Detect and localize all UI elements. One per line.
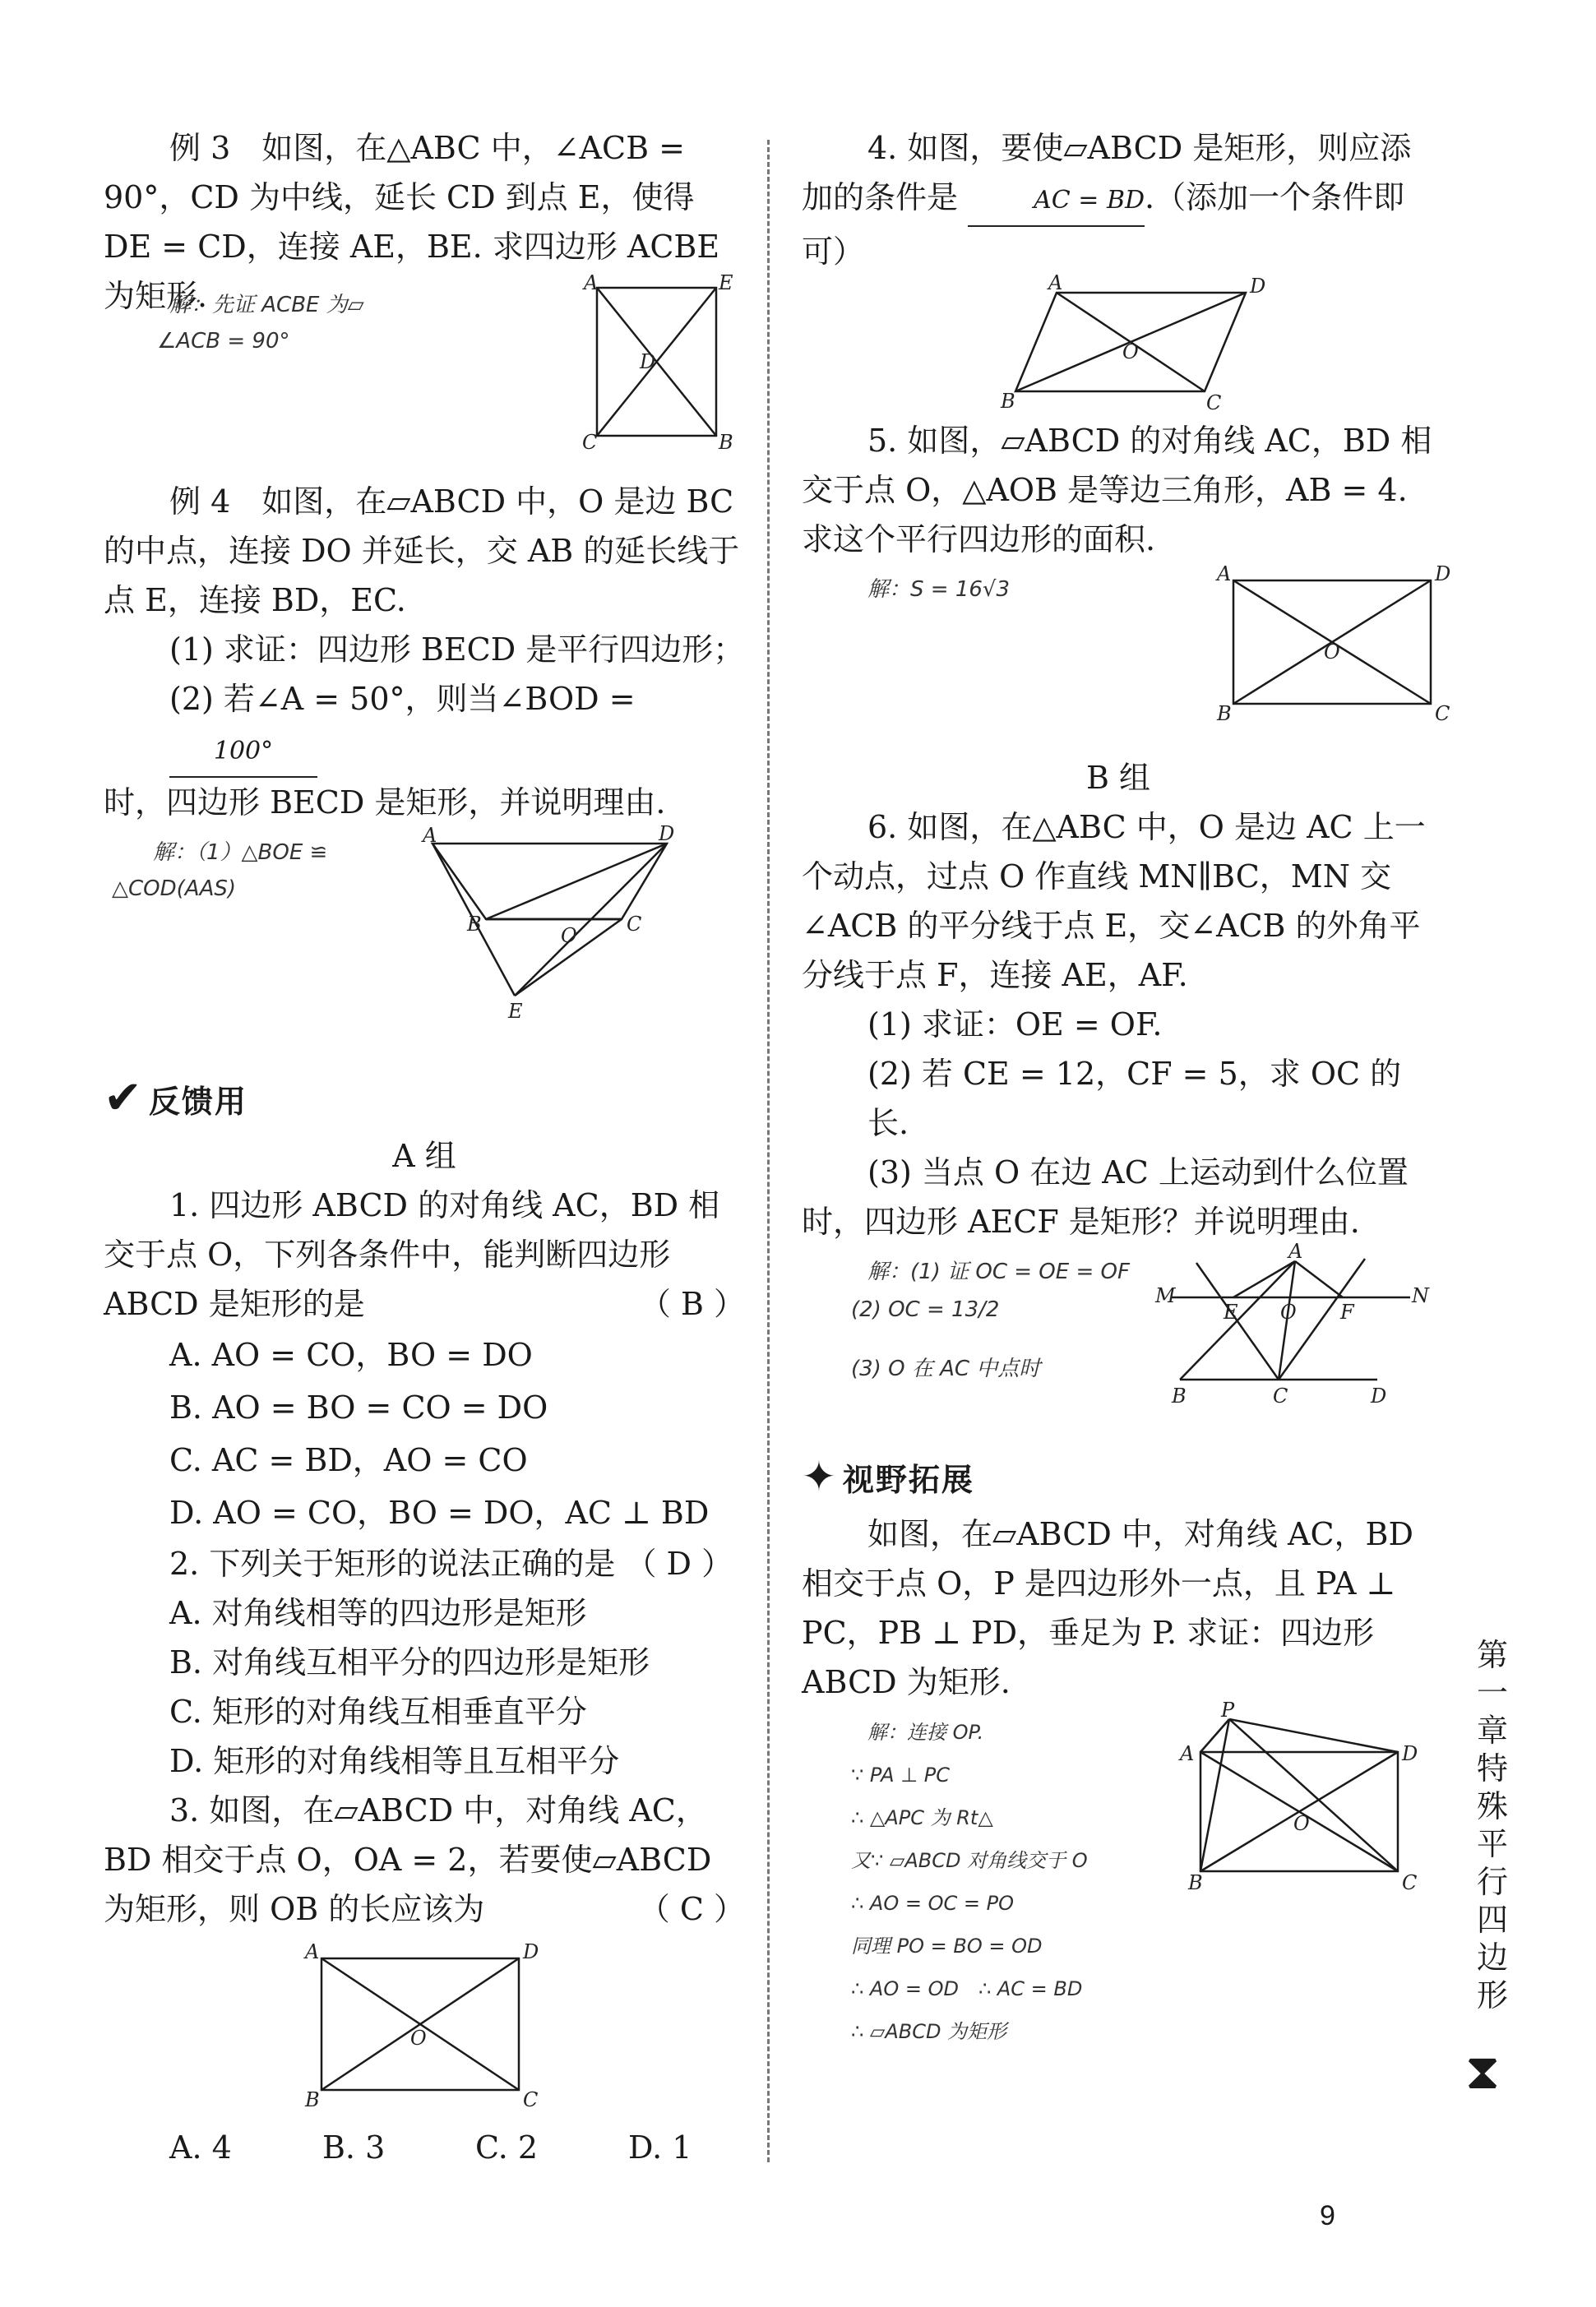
fig-label: O bbox=[1122, 340, 1139, 363]
fig-label: C bbox=[523, 2088, 539, 2111]
extend-solution-line: 同理 PO = BO = OD bbox=[851, 1935, 1043, 1958]
example-4-text: 例 4 如图，在▱ABCD 中，O 是边 BC 的中点，连接 DO 并延长，交 AB 的延长线于点 E，连接 BD，EC. bbox=[104, 483, 740, 618]
fig-label: O bbox=[1324, 640, 1340, 663]
fig-label: B bbox=[719, 431, 733, 454]
question-3-figure bbox=[293, 1942, 556, 2115]
checkmark-icon: ✔ bbox=[104, 1071, 142, 1125]
question-3-option-a: A. 4 bbox=[169, 2129, 232, 2166]
example-4-solution-line-2: △COD(AAS) bbox=[112, 876, 236, 901]
runner-icon: ✦ bbox=[802, 1453, 836, 1500]
left-column bbox=[104, 123, 745, 2172]
fig-label: O bbox=[1280, 1301, 1297, 1324]
question-1-option-c: C. AC = BD，AO = CO bbox=[169, 1442, 528, 1478]
example-4-question-2 bbox=[104, 674, 745, 778]
fig-label: A bbox=[584, 271, 599, 294]
feedback-title: 反馈用 bbox=[148, 1083, 247, 1120]
example-3-solution-line-2: ∠ACB = 90° bbox=[157, 329, 290, 354]
fig-label: D bbox=[640, 350, 656, 373]
question-1-option-a: A. AO = CO，BO = DO bbox=[169, 1337, 533, 1373]
question-4-figure bbox=[991, 271, 1287, 416]
fig-label: D bbox=[659, 822, 675, 845]
extend-solution-line: 解：连接 OP. bbox=[867, 1721, 984, 1744]
question-3-options bbox=[104, 2123, 745, 2172]
example-4-question-2-prefix: (2) 若∠A = 50°，则当∠BOD = bbox=[169, 681, 636, 717]
fig-label: C bbox=[627, 913, 642, 936]
question-1-stem: 1. 四边形 ABCD 的对角线 AC，BD 相交于点 O，下列各条件中，能判断四边形 ABCD 是矩形的是 bbox=[104, 1187, 720, 1322]
example-4-answer-blank: 100° bbox=[169, 727, 317, 778]
fig-label: C bbox=[582, 431, 598, 454]
page-number: 9 bbox=[1320, 2200, 1335, 2231]
question-5-figure bbox=[1213, 564, 1468, 728]
fig-label: D bbox=[1250, 275, 1266, 298]
question-6-part-1: (1) 求证：OE = OF. bbox=[867, 1006, 1163, 1043]
question-2-option-b: B. 对角线互相平分的四边形是矩形 bbox=[169, 1644, 650, 1681]
fig-label: D bbox=[523, 1940, 539, 1963]
question-6-solution-area bbox=[802, 1240, 1435, 1411]
example-4-question-2-suffix: 时，四边形 BECD 是矩形，并说明理由. bbox=[104, 784, 666, 821]
extend-title: 视野拓展 bbox=[842, 1461, 974, 1498]
hourglass-icon: ⧗ bbox=[1465, 2043, 1501, 2101]
fig-label: C bbox=[1435, 702, 1450, 725]
fig-label: E bbox=[1224, 1301, 1238, 1324]
question-1-text bbox=[104, 1181, 745, 1329]
fig-label: E bbox=[719, 271, 733, 294]
example-3-text: 例 3 如图，在△ABC 中，∠ACB = 90°，CD 为中线，延长 CD 到点 E，使得 DE = CD，连接 AE，BE. 求四边形 ACBE 为矩形. bbox=[104, 130, 720, 314]
fig-label: B bbox=[1188, 1871, 1203, 1894]
fig-label: C bbox=[1206, 391, 1222, 414]
question-6-solution-3: (3) O 在 AC 中点时 bbox=[851, 1357, 1041, 1381]
question-2-option-d: D. 矩形的对角线相等且互相平分 bbox=[169, 1743, 620, 1779]
question-3-answer: （ C ） bbox=[638, 1891, 745, 1927]
extend-figure bbox=[1172, 1699, 1435, 1904]
extend-solution-lines bbox=[851, 1711, 1088, 2053]
question-1-answer: （ B ） bbox=[639, 1286, 745, 1322]
extend-header bbox=[802, 1444, 1435, 1509]
fig-label: C bbox=[1402, 1871, 1418, 1894]
question-3-text bbox=[104, 1786, 745, 1934]
question-2-option-a: A. 对角线相等的四边形是矩形 bbox=[169, 1595, 587, 1631]
question-5-solution: 解：S = 16√3 bbox=[867, 577, 1011, 602]
fig-label: O bbox=[561, 924, 577, 947]
question-3-option-d: D. 1 bbox=[628, 2129, 692, 2166]
question-6-text: 6. 如图，在△ABC 中，O 是边 AC 上一个动点，过点 O 作直线 MN∥BC，MN 交∠ACB 的平分线于点 E，交∠ACB 的外角平分线于点 F，连接 AE，AF. bbox=[802, 809, 1426, 993]
fig-label: B bbox=[467, 913, 482, 936]
question-5-solution-area bbox=[802, 562, 1451, 728]
fig-label: D bbox=[1402, 1742, 1418, 1765]
fig-label: D bbox=[1371, 1385, 1387, 1408]
question-6-figure bbox=[1155, 1240, 1429, 1411]
extend-problem-text: 如图，在▱ABCD 中，对角线 AC，BD 相交于点 O，P 是四边形外一点，且 PA ⊥ PC，PB ⊥ PD，垂足为 P. 求证：四边形 ABCD 为矩形. bbox=[802, 1516, 1413, 1700]
question-4-suffix: .（添加一个条件即可） bbox=[802, 179, 1405, 270]
example-4-solution-area bbox=[104, 822, 745, 1041]
chapter-side-label: 第一章 特殊平行四边形 bbox=[1476, 1637, 1540, 2013]
question-2-answer: （ D ） bbox=[625, 1546, 733, 1582]
example-3-solution-area bbox=[104, 271, 745, 460]
group-b-heading: B 组 bbox=[1085, 760, 1150, 796]
question-3-stem: 3. 如图，在▱ABCD 中，对角线 AC，BD 相交于点 O，OA = 2，若要使▱ABCD 为矩形，则 OB 的长应该为 bbox=[104, 1792, 712, 1927]
fig-label: C bbox=[1273, 1385, 1288, 1408]
question-6-solution-1: 解：(1) 证 OC = OE = OF bbox=[867, 1260, 1130, 1284]
question-5-text: 5. 如图，▱ABCD 的对角线 AC，BD 相交于点 O，△AOB 是等边三角形，AB = 4. 求这个平行四边形的面积. bbox=[802, 423, 1432, 557]
example-4-question-1: (1) 求证：四边形 BECD 是平行四边形； bbox=[169, 631, 745, 668]
example-3-solution-line-1: 解：先证 ACBE 为▱ bbox=[169, 293, 364, 317]
fig-label: P bbox=[1221, 1699, 1235, 1722]
fig-label: E bbox=[508, 1000, 523, 1023]
question-3-option-b: B. 3 bbox=[322, 2129, 386, 2166]
question-6-part-2: (2) 若 CE = 12，CF = 5，求 OC 的长. bbox=[867, 1056, 1402, 1141]
fig-label: A bbox=[1217, 562, 1232, 585]
question-4-answer-blank: AC = BD bbox=[968, 176, 1145, 227]
fig-label: D bbox=[1435, 562, 1451, 585]
fig-label: B bbox=[305, 2088, 320, 2111]
example-3-figure bbox=[581, 271, 745, 452]
question-2-text bbox=[104, 1539, 745, 1588]
fig-label: A bbox=[1180, 1742, 1195, 1765]
fig-label: B bbox=[1172, 1385, 1187, 1408]
fig-label: O bbox=[1293, 1812, 1310, 1835]
example-4-solution-line-1: 解：（1）△BOE ≌ bbox=[153, 840, 328, 865]
fig-label: N bbox=[1412, 1284, 1429, 1307]
question-2-stem: 2. 下列关于矩形的说法正确的是 bbox=[169, 1546, 616, 1582]
group-a-heading: A 组 bbox=[392, 1138, 456, 1174]
extend-solution-line: ∵ PA ⊥ PC bbox=[851, 1764, 950, 1787]
fig-label: A bbox=[1288, 1240, 1303, 1263]
fig-label: B bbox=[1001, 390, 1015, 413]
question-1-option-d: D. AO = CO，BO = DO，AC ⊥ BD bbox=[169, 1495, 710, 1531]
example-4-figure bbox=[408, 822, 786, 1033]
extend-solution-line: ∴ ▱ABCD 为矩形 bbox=[851, 2020, 1007, 2043]
extend-solution-line: 又∵ ▱ABCD 对角线交于 O bbox=[851, 1849, 1088, 1872]
fig-label: F bbox=[1340, 1301, 1354, 1324]
fig-label: B bbox=[1217, 702, 1232, 725]
fig-label: A bbox=[305, 1940, 320, 1963]
fig-label: A bbox=[1048, 271, 1063, 294]
fig-label: M bbox=[1155, 1284, 1176, 1307]
question-6-part-3: (3) 当点 O 在边 AC 上运动到什么位置时，四边形 AECF 是矩形？并说明理由. bbox=[802, 1154, 1409, 1240]
question-6-solution-2: (2) OC = 13/2 bbox=[851, 1297, 1000, 1322]
extend-solution-area bbox=[802, 1699, 1435, 2044]
right-column bbox=[802, 123, 1451, 2044]
column-divider bbox=[767, 140, 770, 2162]
extend-solution-line: ∴ AO = OD ∴ AC = BD bbox=[851, 1977, 1083, 2000]
extend-solution-line: ∴ AO = OC = PO bbox=[851, 1892, 1014, 1915]
fig-label: A bbox=[423, 824, 437, 847]
question-3-option-c: C. 2 bbox=[475, 2129, 539, 2166]
question-4-text bbox=[802, 123, 1435, 276]
question-1-option-b: B. AO = BO = CO = DO bbox=[169, 1389, 548, 1426]
question-2-option-c: C. 矩形的对角线互相垂直平分 bbox=[169, 1694, 587, 1730]
question-4-stem: 4. 如图，要使▱ABCD 是矩形，则应添加的条件是 bbox=[802, 130, 1412, 215]
fig-label: O bbox=[410, 2027, 427, 2050]
extend-solution-line: ∴ △APC 为 Rt△ bbox=[851, 1806, 993, 1829]
feedback-header bbox=[104, 1066, 745, 1131]
